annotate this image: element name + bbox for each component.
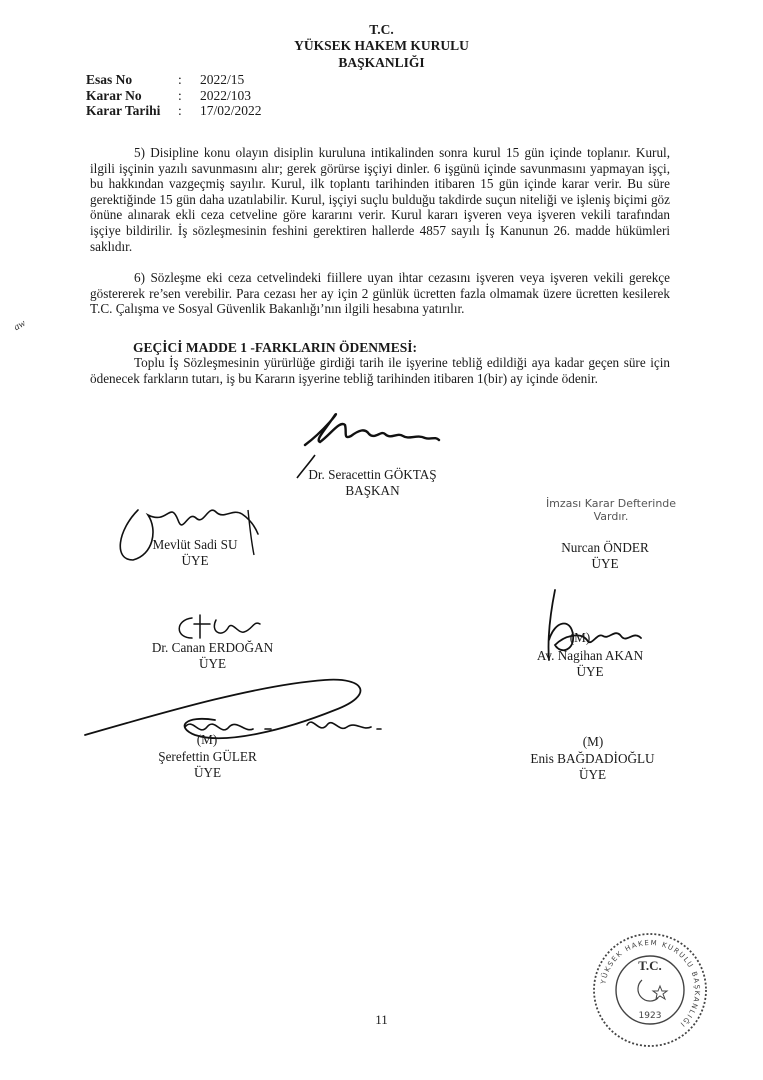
sig3-title: ÜYE [198,656,227,671]
sig4-name: Av. Nagihan AKAN [536,648,644,663]
sig2-name: Nurcan ÖNDER [561,540,649,555]
sig5-mark: (M) [196,732,218,747]
margin-initials: aw [12,317,28,334]
esas-label: Esas No [86,72,133,87]
karar-value: 2022/103 [200,87,252,103]
meta-row-tarih [86,103,262,119]
sig6-title: ÜYE [578,767,607,782]
paragraph-6: 6) Sözleşme eki ceza cetvelindeki fiillere uyan ihtar cezasını işveren veya işveren vekili gerekçe göstererek re’sen verebilir. Para cezası her ay için 2 günlük ücretten fazla olmamak üzere ücretten kesilerek T.C. Çalışma ve Sosyal Güvenlik Bakanlığı’nın ilgili hesabına yatırılır. [90,270,670,317]
paragraph-5: 5) Disipline konu olayın disiplin kuruluna intikalinden sonra kurul 15 gün içinde toplanır. Kurul, ilgili işçinin yazılı savunmasını alır; gerek görürse işçiyi dinler. 6 işgünü içinde savunmasını yapmayan işçi, bu hakkından vazgeçmiş sayılır. Kurul, ilk toplantı tarihinden itibaren 15 gün içinde karar verir. Bu süre gerektiğinde 15 gün daha uzatılabilir. Kurul, işçiyi suçlu bulduğu takdirde suçun niteliği ve işleniş biçimi göz önüne alınarak ekli ceza cetveline göre kararını verir. Kurul kararı işveren veya işveren vekili tarafından işçiye bildirilir. İş sözleşmesinin feshini gerektiren hallerde 4857 sayılı İş Kanunun 26. madde hükümleri saklıdır. [90,145,670,254]
seal-center-text: T.C. [638,958,662,973]
sig4-title: ÜYE [576,664,604,679]
baskan-title: BAŞKAN [345,483,400,498]
page-number: 11 [375,1012,388,1027]
sig6-mark: (M) [582,734,604,749]
header-tc: T.C. [369,22,394,37]
tarih-value: 17/02/2022 [200,103,262,118]
meta-row-karar [86,88,262,104]
meta-colon: : [178,103,182,118]
header-presidency: BAŞKANLIĞI [338,55,425,70]
karar-label: Karar No [86,87,142,103]
sig6-name: Enis BAĞDADİOĞLU [530,751,655,766]
meta-colon: : [178,87,182,103]
sig5-name: Şerefettin GÜLER [158,749,257,764]
signature-note-stamp: İmzası Karar Defterinde Vardır. [545,497,677,523]
sig5-title: ÜYE [193,765,222,780]
section-heading: GEÇİCİ MADDE 1 -FARKLARIN ÖDENMESİ: [133,340,418,355]
meta-row-esas [86,72,262,88]
sig2-title: ÜYE [591,556,619,571]
star-icon [653,986,667,999]
tarih-label: Karar Tarihi [86,103,161,118]
esas-value: 2022/15 [200,72,245,87]
sig1-title: ÜYE [181,553,209,568]
header-institution: YÜKSEK HAKEM KURULU [294,38,469,53]
sig4-mark: (M) [569,630,591,645]
seal-ring-text: YÜKSEK HAKEM KURULU BAŞKANLIĞI [599,938,702,1029]
baskan-name: Dr. Seracettin GÖKTAŞ [308,467,437,482]
seal-year: 1923 [638,1011,662,1021]
meta-colon: : [178,72,182,87]
official-seal [590,930,710,1050]
sig3-name: Dr. Canan ERDOĞAN [151,640,274,655]
gecici-madde-text: Toplu İş Sözleşmesinin yürürlüğe girdiği tarih ile işyerine tebliğ edildiği aya kadar geçen süre için ödenecek farkların tutarı, iş bu Kararın işyerine tebliğ tarihinden itibaren 1(bir) ay içinde ödenir. [90,355,670,386]
meta-block [86,72,262,119]
sig1-name: Mevlüt Sadi SU [152,537,238,552]
